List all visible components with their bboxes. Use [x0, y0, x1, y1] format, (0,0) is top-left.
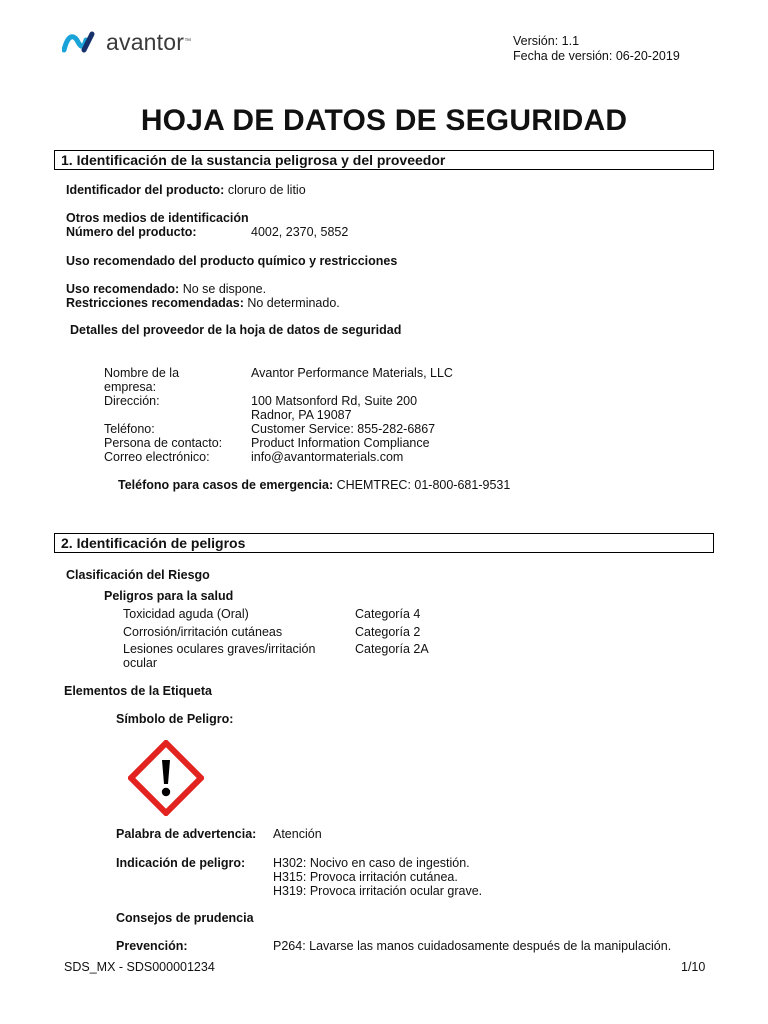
- phone-label: Teléfono:: [104, 422, 155, 436]
- prevention-value: P264: Lavarse las manos cuidadosamente después de la manipulación.: [273, 939, 672, 953]
- address-line-2: Radnor, PA 19087: [251, 408, 352, 422]
- supplier-heading: Detalles del proveedor de la hoja de datos de seguridad: [70, 323, 402, 337]
- address-label: Dirección:: [104, 394, 160, 408]
- emergency-phone-value: CHEMTREC: 01-800-681-9531: [336, 478, 511, 492]
- product-identifier: [66, 183, 306, 197]
- hazard-class-name: Lesiones oculares graves/irritación: [123, 642, 316, 656]
- label-elements-heading: Elementos de la Etiqueta: [64, 684, 212, 698]
- contact-label: Persona de contacto:: [104, 436, 223, 450]
- product-identifier-label: Identificador del producto:: [66, 183, 225, 197]
- exclamation-mark-pictogram-icon: [128, 740, 204, 816]
- recommended-use-label: Uso recomendado:: [66, 282, 180, 296]
- product-number-label: Número del producto:: [66, 225, 197, 239]
- hazard-statement: H302: Nocivo en caso de ingestión.: [273, 856, 470, 870]
- health-hazards-heading: Peligros para la salud: [104, 589, 234, 603]
- company-label-2: empresa:: [104, 380, 157, 394]
- company-value: Avantor Performance Materials, LLC: [251, 366, 453, 380]
- restrictions-value: No determinado.: [247, 296, 340, 310]
- phone-value: Customer Service: 855-282-6867: [251, 422, 436, 436]
- hazard-class-category: Categoría 4: [355, 607, 421, 621]
- avantor-logo: [62, 27, 191, 57]
- hazard-class-name: Corrosión/irritación cutáneas: [123, 625, 283, 639]
- version-number: Versión: 1.1: [513, 34, 580, 48]
- hazard-class-name-cont: ocular: [123, 656, 158, 670]
- recommended-use-heading: Uso recomendado del producto químico y restricciones: [66, 254, 398, 268]
- product-identifier-value: cloruro de litio: [227, 183, 306, 197]
- product-number-value: 4002, 2370, 5852: [251, 225, 349, 239]
- footer-page-number: 1/10: [681, 960, 706, 974]
- recommended-use: [66, 282, 266, 296]
- hazard-symbol-label: Símbolo de Peligro:: [116, 712, 234, 726]
- hazard-statement: H319: Provoca irritación ocular grave.: [273, 884, 483, 898]
- hazard-statement: H315: Provoca irritación cutánea.: [273, 870, 458, 884]
- risk-classification-heading: Clasificación del Riesgo: [66, 568, 210, 582]
- emergency-phone-label: Teléfono para casos de emergencia:: [118, 478, 334, 492]
- restrictions: [66, 296, 340, 310]
- hazard-class-name: Toxicidad aguda (Oral): [123, 607, 249, 621]
- prevention-label: Prevención:: [116, 939, 188, 953]
- precautionary-heading: Consejos de prudencia: [116, 911, 254, 925]
- email-label: Correo electrónico:: [104, 450, 210, 464]
- email-value: info@avantormaterials.com: [251, 450, 404, 464]
- emergency-phone: [118, 478, 510, 492]
- restrictions-label: Restricciones recomendadas:: [66, 296, 244, 310]
- section-1-heading: 1. Identificación de la sustancia peligrosa y del proveedor: [54, 150, 714, 170]
- version-date: Fecha de versión: 06-20-2019: [513, 49, 680, 63]
- signal-word-value: Atención: [273, 827, 322, 841]
- company-label-1: Nombre de la: [104, 366, 180, 380]
- signal-word-label: Palabra de advertencia:: [116, 827, 257, 841]
- contact-value: Product Information Compliance: [251, 436, 430, 450]
- logo-wordmark: avantor™: [106, 29, 192, 55]
- section-2-heading: 2. Identificación de peligros: [54, 533, 714, 553]
- page-title: HOJA DE DATOS DE SEGURIDAD: [140, 104, 628, 137]
- hazard-statement-label: Indicación de peligro:: [116, 856, 246, 870]
- address-line-1: 100 Matsonford Rd, Suite 200: [251, 394, 418, 408]
- hazard-class-category: Categoría 2: [355, 625, 421, 639]
- avantor-logo-mark-icon: [62, 30, 100, 54]
- version-info: [513, 34, 680, 64]
- recommended-use-value: No se dispone.: [182, 282, 267, 296]
- other-means-label: Otros medios de identificación: [66, 211, 249, 225]
- footer-document-id: SDS_MX - SDS000001234: [64, 960, 215, 974]
- hazard-class-category: Categoría 2A: [355, 642, 429, 656]
